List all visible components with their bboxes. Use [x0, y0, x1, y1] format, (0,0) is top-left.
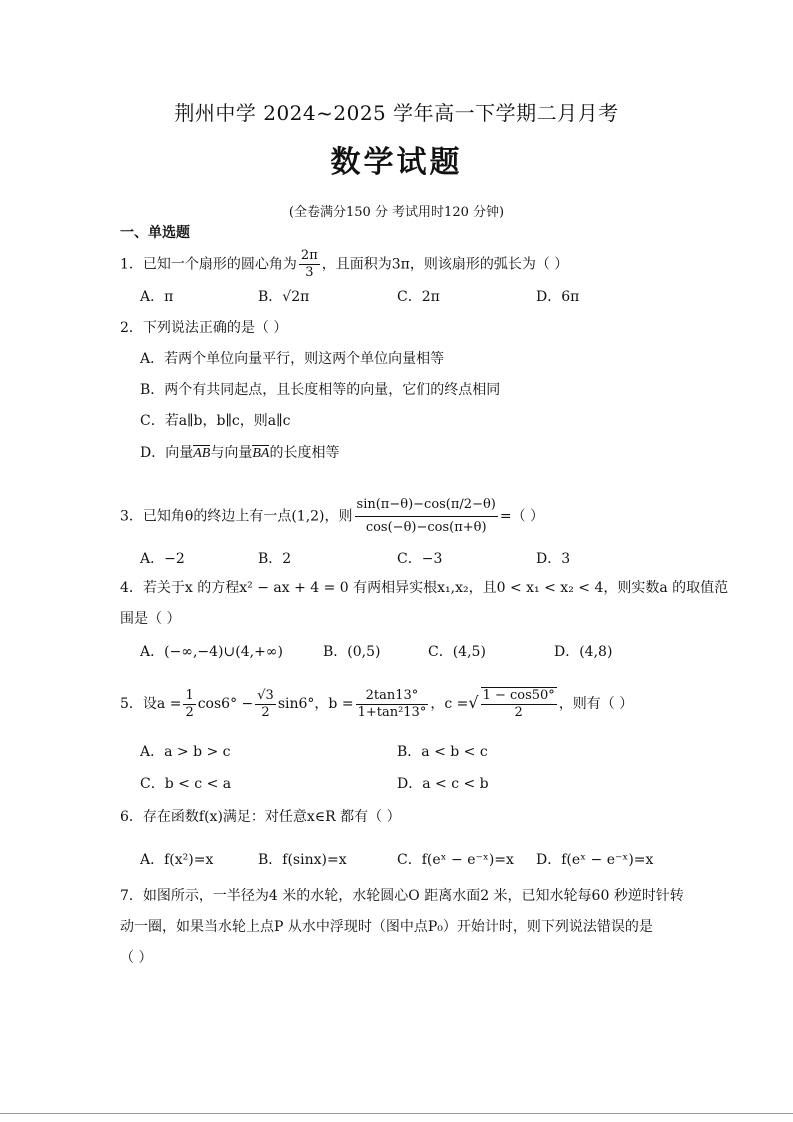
vector-ab: AB — [193, 446, 211, 461]
page-bottom-rule — [0, 1113, 793, 1114]
q3-option-d: D．3 — [536, 551, 571, 567]
subject-title: 数学试题 — [330, 145, 463, 180]
q3-option-b: B．2 — [258, 551, 292, 567]
question-7-line-1: 7．如图所示，一半径为4 米的水轮，水轮圆心O 距离水面2 米，已知水轮每60 秒逆时针转 — [120, 888, 684, 904]
q6-option-b: B．f(sinx)=x — [258, 852, 347, 868]
q2-option-a: A．若两个单位向量平行，则这两个单位向量相等 — [140, 351, 445, 367]
q1-option-c: C．2π — [397, 289, 440, 305]
q3-option-a: A．−2 — [140, 551, 185, 567]
q4-option-c: C．(4,5) — [428, 644, 486, 660]
q2-option-d — [140, 443, 339, 464]
question-4-line-2: 围是（ ） — [120, 611, 181, 627]
q5-b-num: 2tan13° — [356, 688, 429, 705]
q3-fraction — [355, 494, 498, 539]
q5-a-frac — [183, 688, 195, 721]
q1-frac-num: 2π — [300, 248, 318, 263]
q3-frac-num: sin(π−θ)−cos(π/2−θ) — [355, 494, 498, 517]
vector-ba: BA — [252, 446, 270, 461]
q5-a2-post: sin6°，b = — [277, 696, 354, 712]
q5-option-b: B．a < b < c — [397, 744, 488, 760]
question-1 — [120, 248, 568, 281]
question-3 — [120, 494, 544, 539]
q2-d-mid: 与向量 — [210, 445, 253, 461]
q1-pre: 1．已知一个扇形的圆心角为 — [120, 256, 297, 273]
question-7-line-3: （ ） — [120, 950, 153, 966]
q5-a-num: 1 — [185, 687, 194, 703]
q5-pre: 5．设a = — [120, 696, 182, 712]
q4-option-a: A．(−∞,−4)∪(4,+∞) — [140, 644, 283, 660]
question-5 — [120, 683, 633, 724]
question-7-line-2: 动一圈，如果当水轮上点P 从水中浮现时（图中点P₀）开始计时，则下列说法错误的是 — [120, 919, 653, 935]
q5-c-den: 2 — [514, 705, 523, 720]
q3-post: =（ ） — [499, 508, 545, 525]
q6-option-d: D．f(eˣ − e⁻ˣ)=x — [536, 852, 654, 868]
question-4-line-1: 4．若关于x 的方程x² − ax + 4 = 0 有两相异实根x₁,x₂，且0 < x₁ < x₂ < 4，则实数a 的取值范 — [120, 580, 729, 596]
q1-fraction — [299, 248, 320, 281]
q3-pre: 3．已知角θ的终边上有一点(1,2)，则 — [120, 508, 353, 525]
q5-option-c: C．b < c < a — [140, 776, 232, 792]
q6-option-c: C．f(eˣ − e⁻ˣ)=x — [397, 852, 514, 868]
q5-a2-den: 2 — [261, 704, 270, 720]
q5-b-frac — [356, 688, 429, 721]
exam-info: (全卷满分150 分 考试用时120 分钟) — [288, 205, 505, 220]
q2-option-c: C．若a∥b，b∥c，则a∥c — [140, 413, 291, 429]
q2-option-b: B．两个有共同起点，且长度相等的向量，它们的终点相同 — [140, 382, 501, 398]
q5-c-pre: ，c = — [430, 696, 469, 712]
q5-option-d: D．a < c < b — [397, 776, 489, 792]
q1-option-d: D．6π — [536, 289, 580, 305]
sqrt-symbol: √ — [468, 693, 479, 712]
q2-d-post: 的长度相等 — [269, 445, 340, 461]
q5-option-a: A．a > b > c — [140, 744, 231, 760]
q1-frac-den: 3 — [305, 265, 314, 280]
question-2: 2．下列说法正确的是（ ） — [120, 320, 288, 336]
q4-option-b: B．(0,5) — [323, 644, 381, 660]
q5-post: ，则有（ ） — [558, 696, 634, 712]
q3-option-c: C．−3 — [397, 551, 443, 567]
section-heading: 一、单选题 — [120, 225, 190, 241]
q4-option-d: D．(4,8) — [554, 644, 613, 660]
q2-d-pre: D．向量 — [140, 445, 194, 461]
q5-c-frac — [481, 687, 557, 721]
q5-a2-frac — [255, 688, 276, 721]
q6-option-a: A．f(x²)=x — [140, 852, 214, 868]
q5-a-mid: cos6° − — [197, 696, 254, 712]
q5-a-den: 2 — [185, 704, 194, 720]
exam-title: 荆州中学 2024~2025 学年高一下学期二月月考 — [174, 101, 619, 125]
question-6: 6．存在函数f(x)满足：对任意x∈R 都有（ ） — [120, 809, 401, 825]
q5-b-den: 1+tan²13° — [357, 704, 427, 720]
q5-c-num: 1 − cos50° — [482, 688, 555, 703]
q5-a2-num: √3 — [257, 687, 274, 703]
q1-option-a: A．π — [140, 289, 174, 305]
q1-post: ，且面积为3π，则该扇形的弧长为（ ） — [321, 256, 569, 273]
q1-option-b: B．√2π — [258, 289, 310, 305]
q3-frac-den: cos(−θ)−cos(π+θ) — [365, 520, 487, 535]
